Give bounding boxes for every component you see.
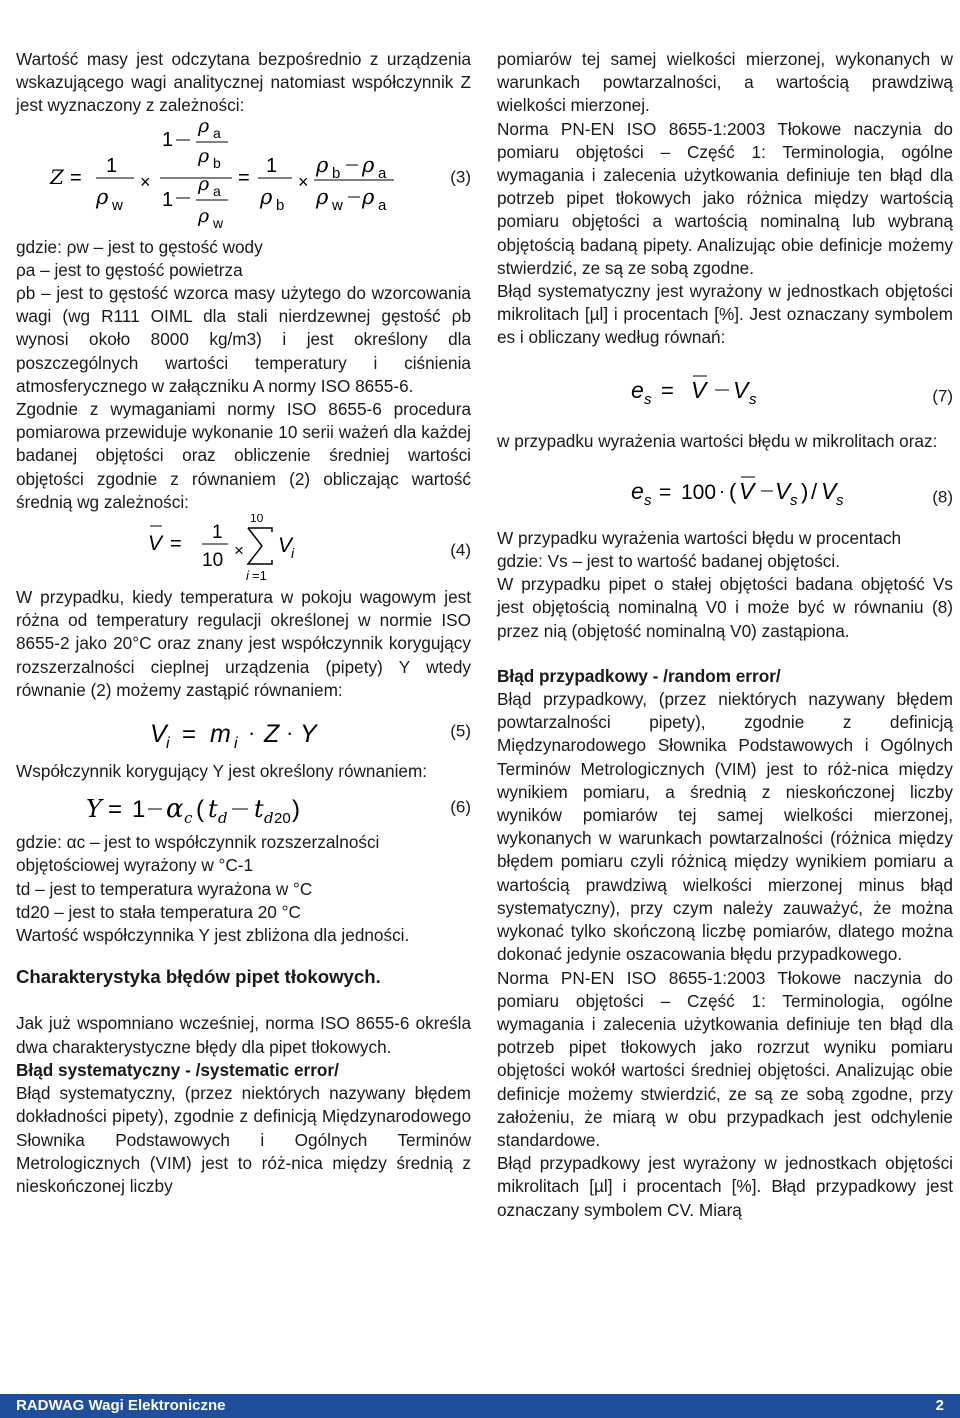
subheading: Błąd systematyczny - /systematic error/ [16,1059,339,1080]
svg-text:=1: =1 [252,568,267,584]
svg-text:=: = [661,377,674,403]
svg-text:w: w [332,196,343,214]
paragraph: Wartość masy jest odczytana bezpośrednio z urządzenia wskazującego wagi analitycznej natomiast współczynnik Z jest wyznaczony z zależności: [16,49,471,116]
paragraph: Jak już wspomniano wcześniej, norma ISO 8655-6 określa dwa charakterystyczne błędy dla pipet tłokowych. [16,1013,471,1057]
svg-text:e: e [631,376,644,403]
svg-text:b: b [276,196,285,214]
paragraph: Współczynnik korygujący Y jest określony równaniem: [16,761,428,782]
svg-text:×: × [140,171,151,192]
svg-text:×: × [298,171,309,192]
svg-text:=: = [70,166,82,189]
paragraph: ρb – jest to gęstość wzorca masy użytego do wzorcowania wagi (wg R111 OIML dla stali nierdzewnej gęstość ρb wynosi około 8000 kg/m3) i jest określony dla poszczególnych wartości temperatury i ciśnienia atmosferycznego w załączniku A normy ISO 8655-6. [16,283,471,396]
paragraph: W przypadku wyrażenia wartości błędu w procentach [497,527,902,548]
svg-text:i: i [166,735,170,753]
formula-y [16,783,416,831]
paragraph: pomiarów tej samej wielkości mierzonej, wykonanych w warunkach powtarzalności, a wartością prawdziwą wielkości mierzonej. [497,49,953,116]
svg-text:a: a [213,182,221,199]
formula-es-percent [497,453,847,527]
svg-text:1: 1 [106,154,118,177]
svg-text:ρ: ρ [198,117,210,137]
svg-text:Z: Z [50,164,64,189]
paragraph: W przypadku pipet o stałej objętości badana objętość Vs jest objętością nominalną V0 i może być w równaniu (8) przez nią (objętość nominalną V0) zastąpiona. [497,574,953,641]
equation-3 [16,118,471,236]
paragraph: W przypadku, kiedy temperatura w pokoju wagowym jest różna od temperatury regulacji określonej w normie ISO 8655-2 jako 20°C oraz znany jest współczynnik korygujący rozszerzalności cieplnej urządzenia (pipety) Y wtedy równanie (2) możemy zastąpić równaniem: [16,587,471,700]
svg-text:s: s [644,390,652,408]
svg-text:b: b [213,154,221,171]
svg-text:): ) [801,478,809,504]
paragraph: Zgodnie z wymaganiami normy ISO 8655-6 procedura pomiarowa przewiduje wykonanie 10 serii ważeń dla każdej badanej objętości oraz obliczenie średniej wartości objętości zgodnie z równaniem (2) obliczając wartość średnią wg zależności: [16,399,471,512]
section-heading: Charakterystyka błędów pipet tłokowych. [16,966,381,988]
svg-text:a: a [213,124,221,141]
svg-text:/: / [811,478,818,504]
svg-text:ρ: ρ [96,184,109,209]
paragraph: td20 – jest to stała temperatura 20 °C [16,901,301,922]
svg-text:Z: Z [264,720,280,749]
equation-number: (5) [450,721,471,741]
page-number: 2 [935,1397,944,1414]
svg-text:V: V [150,720,167,749]
svg-text:s: s [790,491,798,509]
svg-text:d: d [218,809,228,828]
equation-6 [16,783,471,831]
svg-text:·: · [719,480,725,501]
right-column [497,48,953,1222]
svg-text:=: = [108,796,123,824]
formula-es-ul [497,350,827,430]
svg-text:a: a [378,196,387,214]
left-column [16,48,471,1198]
svg-text:i: i [291,545,295,562]
paragraph: gdzie: αc – jest to współczynnik rozszerzalności objętościowej wyrażony w °C-1 [16,832,380,876]
svg-text:c: c [184,809,193,828]
paragraph: gdzie: ρw – jest to gęstość wody [16,236,263,257]
svg-text:=: = [170,533,182,556]
svg-text:ρ: ρ [198,204,210,227]
paragraph: Norma PN-EN ISO 8655-1:2003 Tłokowe naczynia do pomiaru objętości – Część 1: Terminologia, ogólne wymagania i zalecenia użytkowania definiuje ten błąd dla potrzeb pipet tłokowych jako różnica między wartością pomiaru objętości a wartością nominalną lub wybraną objętością badaną pipety. Analizując obie definicje możemy stwierdzić, ze są ze sobą zgodne. [497,118,953,278]
svg-text:s: s [836,491,844,509]
svg-text:(: ( [196,796,204,824]
footer-brand: RADWAG Wagi Elektroniczne [16,1397,226,1414]
svg-text:(: ( [729,478,737,504]
svg-text:×: × [234,541,244,561]
svg-text:V: V [278,534,293,558]
paragraph: ρa – jest to gęstość powietrza [16,259,243,280]
svg-text:Y: Y [86,795,102,824]
formula-vi [16,702,346,760]
svg-text:·: · [286,720,294,746]
svg-text:ρ: ρ [260,184,273,209]
svg-text:10: 10 [250,514,264,526]
paragraph: Błąd systematyczny, (przez niektórych nazywany błędem dokładności pipety), zgodnie z definicją Międzynarodowego Słownika Podstawowych i Ogólnych Terminów Metrologicznych (VIM) jest to róż-nica między średnią z nieskończonej liczby [16,1083,471,1196]
svg-text:10: 10 [202,550,224,572]
svg-text:1: 1 [162,128,174,151]
svg-text:b: b [332,164,341,182]
svg-text:i: i [246,568,249,584]
svg-text:ρ: ρ [316,152,329,177]
svg-text:V: V [148,532,163,556]
svg-text:Y: Y [300,720,317,749]
svg-text:d: d [264,809,274,828]
svg-text:m: m [210,720,231,749]
svg-text:100: 100 [681,480,717,504]
svg-text:w: w [213,214,224,231]
svg-text:1: 1 [266,154,278,177]
svg-text:α: α [166,794,184,825]
svg-text:w: w [112,196,123,214]
svg-text:i: i [234,735,238,753]
equation-number: (3) [450,167,471,187]
svg-text:V: V [775,477,791,504]
svg-text:ρ: ρ [198,144,210,167]
svg-text:ρ: ρ [316,184,329,209]
svg-text:=: = [659,480,672,504]
equation-7 [497,350,953,430]
equation-4 [16,514,471,586]
equation-number: (6) [450,797,471,817]
svg-text:1: 1 [162,188,174,211]
paragraph: Błąd przypadkowy jest wyrażony w jednostkach objętości mikrolitach [µl] i procentach [%]. Błąd przypadkowy jest oznaczany symbolem CV. Miarą [497,1153,953,1220]
equation-number: (7) [932,386,953,406]
svg-text:a: a [378,164,387,182]
svg-text:t: t [208,795,218,824]
svg-text:e: e [631,477,644,504]
svg-text:=: = [182,721,197,749]
page-footer [0,1394,960,1418]
svg-text:s: s [749,390,757,408]
svg-text:t: t [254,795,264,824]
svg-text:V: V [691,376,707,403]
svg-text:V: V [821,477,837,504]
paragraph: Wartość współczynnika Y jest zbliżona dla jedności. [16,925,410,946]
subheading: Błąd przypadkowy - /random error/ [497,665,781,686]
paragraph: Błąd przypadkowy, (przez niektórych nazywany błędem powtarzalności pipety), zgodnie z definicją Międzynarodowego Słownika Podstawowych i Ogólnych Terminów Metrologicznych (VIM) jest to róż-nica między wynikiem pomiaru, a średnią z nieskończonej liczby wyników pomiarów tej samej wielkości mierzonej, wykonanych w warunkach powtarzalności (różnica między błędem pomiaru czyli różnicą między wynikiem pomiaru a wartością prawdziwą wielkości mierzonej minus błąd systematyczny), przy czym należy zauważyć, że można wykonać tylko skończoną liczbę pomiarów, dlatego można dokonać jedynie oszacowania błędu przypadkowego. [497,689,953,965]
svg-text:ρ: ρ [198,172,210,195]
paragraph: w przypadku wyrażenia wartości błędu w mikrolitach oraz: [497,430,938,451]
paragraph: td – jest to temperatura wyrażona w °C [16,878,313,899]
equation-8 [497,453,953,527]
equation-5 [16,702,471,760]
svg-text:1: 1 [212,522,223,544]
equation-number: (8) [932,487,953,507]
svg-text:=: = [238,166,250,189]
svg-text:·: · [248,720,256,746]
svg-text:): ) [292,796,300,824]
formula-z [16,118,416,236]
svg-text:V: V [739,477,755,504]
svg-text:ρ: ρ [362,152,375,177]
svg-text:ρ: ρ [362,184,375,209]
svg-text:1: 1 [132,796,146,824]
paragraph: Norma PN-EN ISO 8655-1:2003 Tłokowe naczynia do pomiaru objętości – Część 1: Terminologia, ogólne wymagania i zalecenia użytkowania definiuje ten błąd dla potrzeb pipet tłokowych jako rozrzut wyniku pomiaru objętości wokół wartości średniej objętości. Analizując obie definicje możemy stwierdzić, ze są ze sobą zgodne, przy założeniu, że miarą w obu przypadkach jest odchylenie standardowe. [497,967,953,1150]
paragraph: Błąd systematyczny jest wyrażony w jednostkach objętości mikrolitach [µl] i procentach [%]. Jest oznaczany symbolem es i obliczany według równań: [497,281,953,348]
svg-text:s: s [644,491,652,509]
paragraph: gdzie: Vs – jest to wartość badanej objętości. [497,551,840,572]
equation-number: (4) [450,540,471,560]
svg-text:V: V [733,376,749,403]
svg-text:20: 20 [274,810,291,828]
formula-v-mean [16,514,346,586]
